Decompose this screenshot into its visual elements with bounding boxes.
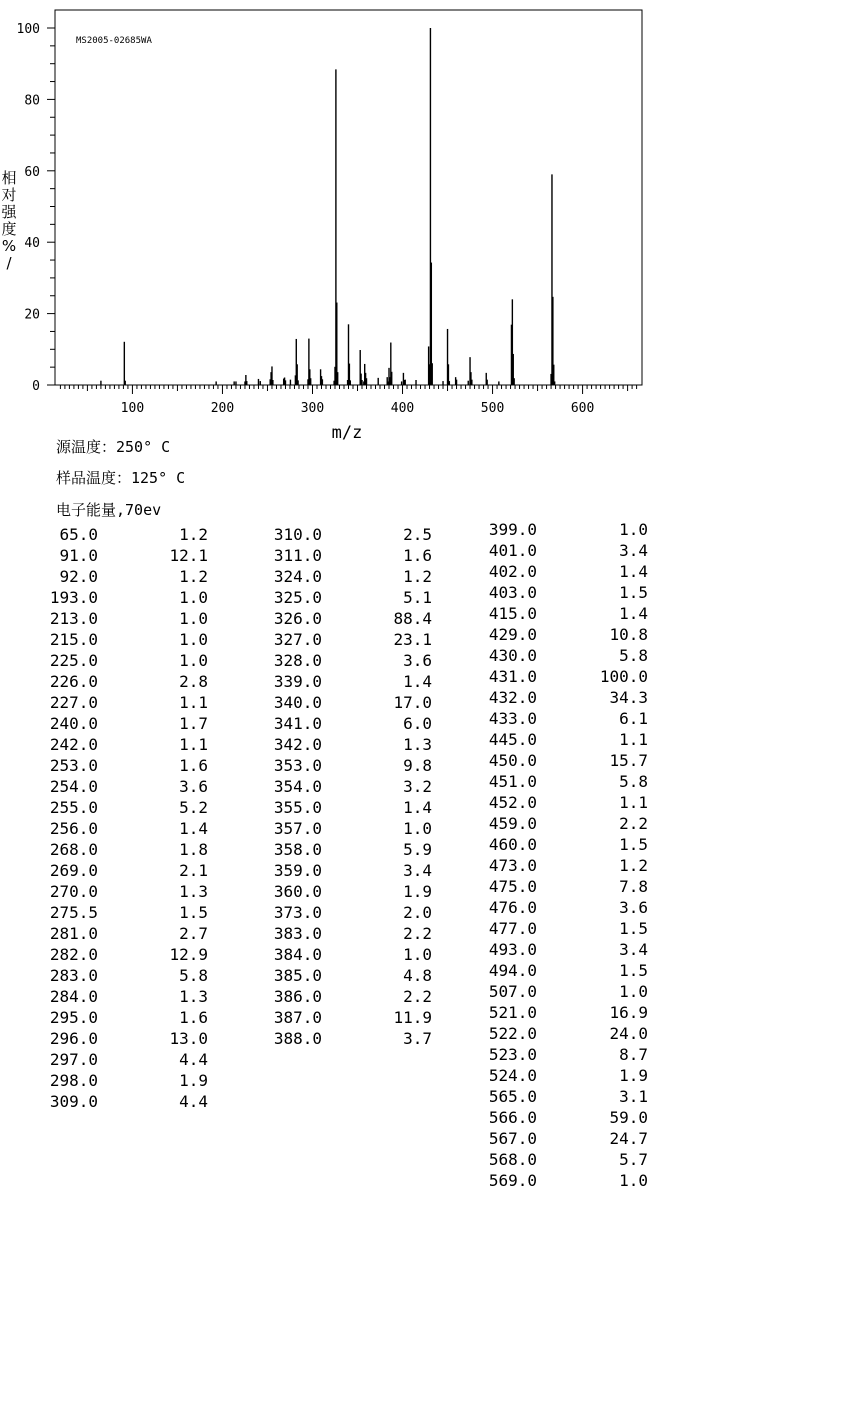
mz-value: 450.0 [488, 751, 537, 770]
intensity-value: 1.0 [619, 520, 648, 539]
y-tick-label: 20 [24, 307, 40, 323]
mz-value: 269.0 [49, 861, 98, 880]
mz-value: 566.0 [488, 1108, 537, 1127]
mz-value: 256.0 [49, 819, 98, 838]
mz-value: 215.0 [49, 630, 98, 649]
peak-row [460, 876, 670, 897]
mz-value: 341.0 [273, 714, 322, 733]
mz-value: 403.0 [488, 583, 537, 602]
peak-row [240, 608, 440, 629]
peak-row [460, 1170, 670, 1191]
intensity-value: 5.8 [619, 646, 648, 665]
mz-value: 310.0 [273, 525, 322, 544]
intensity-value: 1.1 [179, 735, 208, 754]
peak-row [460, 1107, 670, 1128]
peak-row [0, 692, 215, 713]
intensity-value: 1.0 [179, 588, 208, 607]
chart-annotation: MS2005-02685WA [76, 36, 152, 46]
mz-value: 445.0 [488, 730, 537, 749]
mz-value: 383.0 [273, 924, 322, 943]
mz-value: 494.0 [488, 961, 537, 980]
peak-row [0, 1070, 215, 1091]
y-tick-label: 80 [24, 93, 40, 109]
peak-row [460, 582, 670, 603]
intensity-value: 24.7 [609, 1129, 648, 1148]
intensity-value: 1.2 [179, 525, 208, 544]
mz-value: 415.0 [488, 604, 537, 623]
intensity-value: 1.3 [179, 987, 208, 1006]
mz-value: 296.0 [49, 1029, 98, 1048]
mz-value: 282.0 [49, 945, 98, 964]
peak-row [240, 860, 440, 881]
intensity-value: 2.0 [403, 903, 432, 922]
peak-row [460, 603, 670, 624]
mz-value: 213.0 [49, 609, 98, 628]
intensity-value: 4.8 [403, 966, 432, 985]
peak-row [460, 1023, 670, 1044]
peak-row [460, 645, 670, 666]
intensity-value: 1.1 [619, 730, 648, 749]
peak-row [460, 687, 670, 708]
peak-row [460, 519, 670, 540]
intensity-value: 2.5 [403, 525, 432, 544]
peak-row [460, 1149, 670, 1170]
peak-row [460, 813, 670, 834]
mz-value: 253.0 [49, 756, 98, 775]
intensity-value: 2.7 [179, 924, 208, 943]
intensity-value: 17.0 [393, 693, 432, 712]
intensity-value: 3.7 [403, 1029, 432, 1048]
intensity-value: 1.0 [619, 1171, 648, 1190]
mz-value: 242.0 [49, 735, 98, 754]
peak-row [460, 1002, 670, 1023]
mz-value: 429.0 [488, 625, 537, 644]
mz-value: 402.0 [488, 562, 537, 581]
mz-value: 476.0 [488, 898, 537, 917]
intensity-value: 88.4 [393, 609, 432, 628]
peak-row [0, 860, 215, 881]
y-axis-label-char: 对 [1, 186, 17, 204]
peak-row [0, 608, 215, 629]
peak-row [0, 650, 215, 671]
intensity-value: 1.6 [179, 756, 208, 775]
intensity-value: 12.9 [169, 945, 208, 964]
mz-value: 311.0 [273, 546, 322, 565]
mz-value: 388.0 [273, 1029, 322, 1048]
intensity-value: 34.3 [609, 688, 648, 707]
mz-value: 65.0 [59, 525, 98, 544]
peak-row [240, 524, 440, 545]
intensity-value: 16.9 [609, 1003, 648, 1022]
mz-value: 475.0 [488, 877, 537, 896]
mz-value: 523.0 [488, 1045, 537, 1064]
y-axis-label [1, 169, 17, 272]
intensity-value: 1.9 [619, 1066, 648, 1085]
intensity-value: 3.4 [619, 940, 648, 959]
peak-row [0, 818, 215, 839]
peak-row [0, 902, 215, 923]
peak-row [0, 1007, 215, 1028]
intensity-value: 1.0 [619, 982, 648, 1001]
intensity-value: 59.0 [609, 1108, 648, 1127]
mz-value: 284.0 [49, 987, 98, 1006]
mz-value: 353.0 [273, 756, 322, 775]
intensity-value: 1.6 [179, 1008, 208, 1027]
y-tick-label: 0 [32, 379, 40, 394]
mz-value: 354.0 [273, 777, 322, 796]
mz-value: 477.0 [488, 919, 537, 938]
peak-row [0, 545, 215, 566]
mz-value: 268.0 [49, 840, 98, 859]
intensity-value: 1.4 [619, 604, 648, 623]
peak-row [0, 713, 215, 734]
mz-value: 521.0 [488, 1003, 537, 1022]
intensity-value: 1.4 [403, 798, 432, 817]
y-axis [17, 22, 55, 394]
peak-row [0, 566, 215, 587]
intensity-value: 1.9 [179, 1071, 208, 1090]
intensity-value: 3.4 [403, 861, 432, 880]
mz-value: 473.0 [488, 856, 537, 875]
intensity-value: 15.7 [609, 751, 648, 770]
peak-row [460, 729, 670, 750]
intensity-value: 10.8 [609, 625, 648, 644]
intensity-value: 2.2 [403, 924, 432, 943]
peak-row [0, 839, 215, 860]
mz-value: 255.0 [49, 798, 98, 817]
intensity-value: 1.0 [179, 651, 208, 670]
intensity-value: 5.9 [403, 840, 432, 859]
mz-value: 358.0 [273, 840, 322, 859]
intensity-value: 1.1 [619, 793, 648, 812]
peak-row [240, 755, 440, 776]
mz-value: 240.0 [49, 714, 98, 733]
peak-row [240, 881, 440, 902]
mz-value: 92.0 [59, 567, 98, 586]
mz-value: 524.0 [488, 1066, 537, 1085]
intensity-value: 3.4 [619, 541, 648, 560]
peak-row [460, 624, 670, 645]
peak-row [0, 881, 215, 902]
peak-row [460, 708, 670, 729]
mz-value: 384.0 [273, 945, 322, 964]
mz-value: 281.0 [49, 924, 98, 943]
intensity-value: 2.2 [619, 814, 648, 833]
mz-value: 452.0 [488, 793, 537, 812]
intensity-value: 3.6 [619, 898, 648, 917]
intensity-value: 5.8 [619, 772, 648, 791]
intensity-value: 1.4 [179, 819, 208, 838]
mz-value: 522.0 [488, 1024, 537, 1043]
intensity-value: 1.5 [619, 835, 648, 854]
peak-row [240, 545, 440, 566]
mz-value: 386.0 [273, 987, 322, 1006]
intensity-value: 1.3 [403, 735, 432, 754]
peak-row [0, 629, 215, 650]
intensity-value: 1.1 [179, 693, 208, 712]
peak-row [0, 734, 215, 755]
mz-value: 226.0 [49, 672, 98, 691]
intensity-value: 1.2 [619, 856, 648, 875]
peak-row [0, 986, 215, 1007]
intensity-value: 1.3 [179, 882, 208, 901]
peak-row [240, 776, 440, 797]
mz-value: 297.0 [49, 1050, 98, 1069]
mz-value: 298.0 [49, 1071, 98, 1090]
y-axis-label-char: 相 [1, 169, 17, 187]
peak-row [240, 965, 440, 986]
intensity-value: 7.8 [619, 877, 648, 896]
intensity-value: 3.1 [619, 1087, 648, 1106]
peak-row [460, 1044, 670, 1065]
x-axis-label: m/z [331, 423, 363, 443]
mz-value: 91.0 [59, 546, 98, 565]
intensity-value: 2.2 [403, 987, 432, 1006]
peak-row [460, 960, 670, 981]
mz-value: 507.0 [488, 982, 537, 1001]
mz-value: 373.0 [273, 903, 322, 922]
intensity-value: 1.0 [403, 945, 432, 964]
electron-energy: 电子能量,70ev [56, 501, 162, 519]
mz-value: 430.0 [488, 646, 537, 665]
peak-row [240, 839, 440, 860]
mz-value: 569.0 [488, 1171, 537, 1190]
peak-row [0, 524, 215, 545]
mz-value: 254.0 [49, 777, 98, 796]
peak-row [0, 1028, 215, 1049]
peak-row [460, 540, 670, 561]
mz-value: 325.0 [273, 588, 322, 607]
peak-table-column-3 [460, 519, 670, 1191]
x-tick-label: 400 [390, 401, 415, 416]
mz-value: 433.0 [488, 709, 537, 728]
intensity-value: 1.8 [179, 840, 208, 859]
intensity-value: 6.1 [619, 709, 648, 728]
peak-row [460, 855, 670, 876]
intensity-value: 1.2 [179, 567, 208, 586]
mz-value: 359.0 [273, 861, 322, 880]
intensity-value: 8.7 [619, 1045, 648, 1064]
mz-value: 225.0 [49, 651, 98, 670]
intensity-value: 3.6 [179, 777, 208, 796]
peak-row [240, 923, 440, 944]
intensity-value: 1.6 [403, 546, 432, 565]
mz-value: 193.0 [49, 588, 98, 607]
source-temperature: 源温度：250° C [56, 438, 171, 456]
intensity-value: 1.0 [179, 609, 208, 628]
mz-value: 387.0 [273, 1008, 322, 1027]
mz-value: 227.0 [49, 693, 98, 712]
intensity-value: 5.7 [619, 1150, 648, 1169]
mz-value: 275.5 [49, 903, 98, 922]
intensity-value: 1.5 [619, 583, 648, 602]
peak-row [460, 981, 670, 1002]
mz-value: 451.0 [488, 772, 537, 791]
mz-value: 565.0 [488, 1087, 537, 1106]
mz-value: 283.0 [49, 966, 98, 985]
peak-row [460, 792, 670, 813]
mz-value: 324.0 [273, 567, 322, 586]
peak-row [240, 1007, 440, 1028]
mass-spectrum-chart [0, 0, 850, 445]
x-tick-label: 100 [120, 401, 145, 416]
intensity-value: 1.0 [403, 819, 432, 838]
mz-value: 355.0 [273, 798, 322, 817]
mz-value: 360.0 [273, 882, 322, 901]
y-axis-label-char: 度 [1, 220, 17, 238]
peak-row [460, 918, 670, 939]
intensity-value: 3.6 [403, 651, 432, 670]
intensity-value: 5.1 [403, 588, 432, 607]
y-tick-label: 60 [24, 164, 40, 180]
mz-value: 270.0 [49, 882, 98, 901]
peak-row [240, 818, 440, 839]
mz-value: 459.0 [488, 814, 537, 833]
peak-row [240, 629, 440, 650]
y-tick-label: 40 [24, 236, 40, 252]
x-tick-label: 600 [570, 401, 595, 416]
intensity-value: 9.8 [403, 756, 432, 775]
intensity-value: 2.8 [179, 672, 208, 691]
peak-row [0, 587, 215, 608]
mz-value: 385.0 [273, 966, 322, 985]
intensity-value: 2.1 [179, 861, 208, 880]
intensity-value: 4.4 [179, 1050, 208, 1069]
peak-row [240, 566, 440, 587]
peak-row [240, 713, 440, 734]
mz-value: 309.0 [49, 1092, 98, 1111]
mz-value: 340.0 [273, 693, 322, 712]
peak-row [0, 944, 215, 965]
peak-row [460, 939, 670, 960]
peak-row [460, 561, 670, 582]
mz-value: 567.0 [488, 1129, 537, 1148]
peak-row [460, 897, 670, 918]
intensity-value: 6.0 [403, 714, 432, 733]
mz-value: 326.0 [273, 609, 322, 628]
peak-row [0, 776, 215, 797]
intensity-value: 1.2 [403, 567, 432, 586]
peak-row [240, 902, 440, 923]
spectrum-peaks [101, 28, 555, 385]
mz-value: 568.0 [488, 1150, 537, 1169]
intensity-value: 4.4 [179, 1092, 208, 1111]
mz-value: 357.0 [273, 819, 322, 838]
mz-value: 328.0 [273, 651, 322, 670]
mz-value: 399.0 [488, 520, 537, 539]
peak-row [460, 666, 670, 687]
mz-value: 339.0 [273, 672, 322, 691]
peak-row [460, 1128, 670, 1149]
peak-table-column-1 [0, 524, 215, 1112]
intensity-value: 3.2 [403, 777, 432, 796]
peak-table-column-2 [240, 524, 440, 1049]
peak-row [240, 587, 440, 608]
peak-row [0, 1049, 215, 1070]
peak-row [240, 671, 440, 692]
mz-value: 295.0 [49, 1008, 98, 1027]
intensity-value: 1.9 [403, 882, 432, 901]
peak-row [460, 1065, 670, 1086]
peak-row [240, 944, 440, 965]
mz-value: 327.0 [273, 630, 322, 649]
intensity-value: 23.1 [393, 630, 432, 649]
peak-row [240, 692, 440, 713]
y-axis-label-char: % [1, 237, 17, 255]
y-axis-label-char: 强 [1, 203, 17, 221]
intensity-value: 100.0 [599, 667, 648, 686]
mz-value: 431.0 [488, 667, 537, 686]
x-axis [60, 385, 636, 416]
intensity-value: 1.0 [179, 630, 208, 649]
y-tick-label: 100 [16, 22, 40, 37]
peak-row [0, 671, 215, 692]
intensity-value: 24.0 [609, 1024, 648, 1043]
intensity-value: 5.2 [179, 798, 208, 817]
peak-row [0, 797, 215, 818]
mz-value: 493.0 [488, 940, 537, 959]
peak-row [460, 771, 670, 792]
intensity-value: 1.4 [619, 562, 648, 581]
intensity-value: 1.5 [619, 961, 648, 980]
mz-value: 432.0 [488, 688, 537, 707]
y-axis-label-char: / [6, 254, 12, 272]
intensity-value: 11.9 [393, 1008, 432, 1027]
peak-row [240, 986, 440, 1007]
peak-row [460, 750, 670, 771]
intensity-value: 5.8 [179, 966, 208, 985]
peak-row [240, 1028, 440, 1049]
mz-value: 401.0 [488, 541, 537, 560]
peak-row [0, 965, 215, 986]
peak-row [460, 834, 670, 855]
peak-row [0, 923, 215, 944]
peak-row [460, 1086, 670, 1107]
intensity-value: 12.1 [169, 546, 208, 565]
intensity-value: 1.5 [179, 903, 208, 922]
x-tick-label: 300 [300, 401, 325, 416]
mz-value: 460.0 [488, 835, 537, 854]
intensity-value: 1.4 [403, 672, 432, 691]
peak-row [0, 755, 215, 776]
intensity-value: 1.7 [179, 714, 208, 733]
sample-temperature: 样品温度：125° C [56, 469, 186, 487]
intensity-value: 1.5 [619, 919, 648, 938]
peak-row [240, 650, 440, 671]
peak-row [240, 797, 440, 818]
mz-value: 342.0 [273, 735, 322, 754]
x-tick-label: 200 [210, 401, 235, 416]
peak-row [240, 734, 440, 755]
peak-row [0, 1091, 215, 1112]
intensity-value: 13.0 [169, 1029, 208, 1048]
x-tick-label: 500 [480, 401, 505, 416]
